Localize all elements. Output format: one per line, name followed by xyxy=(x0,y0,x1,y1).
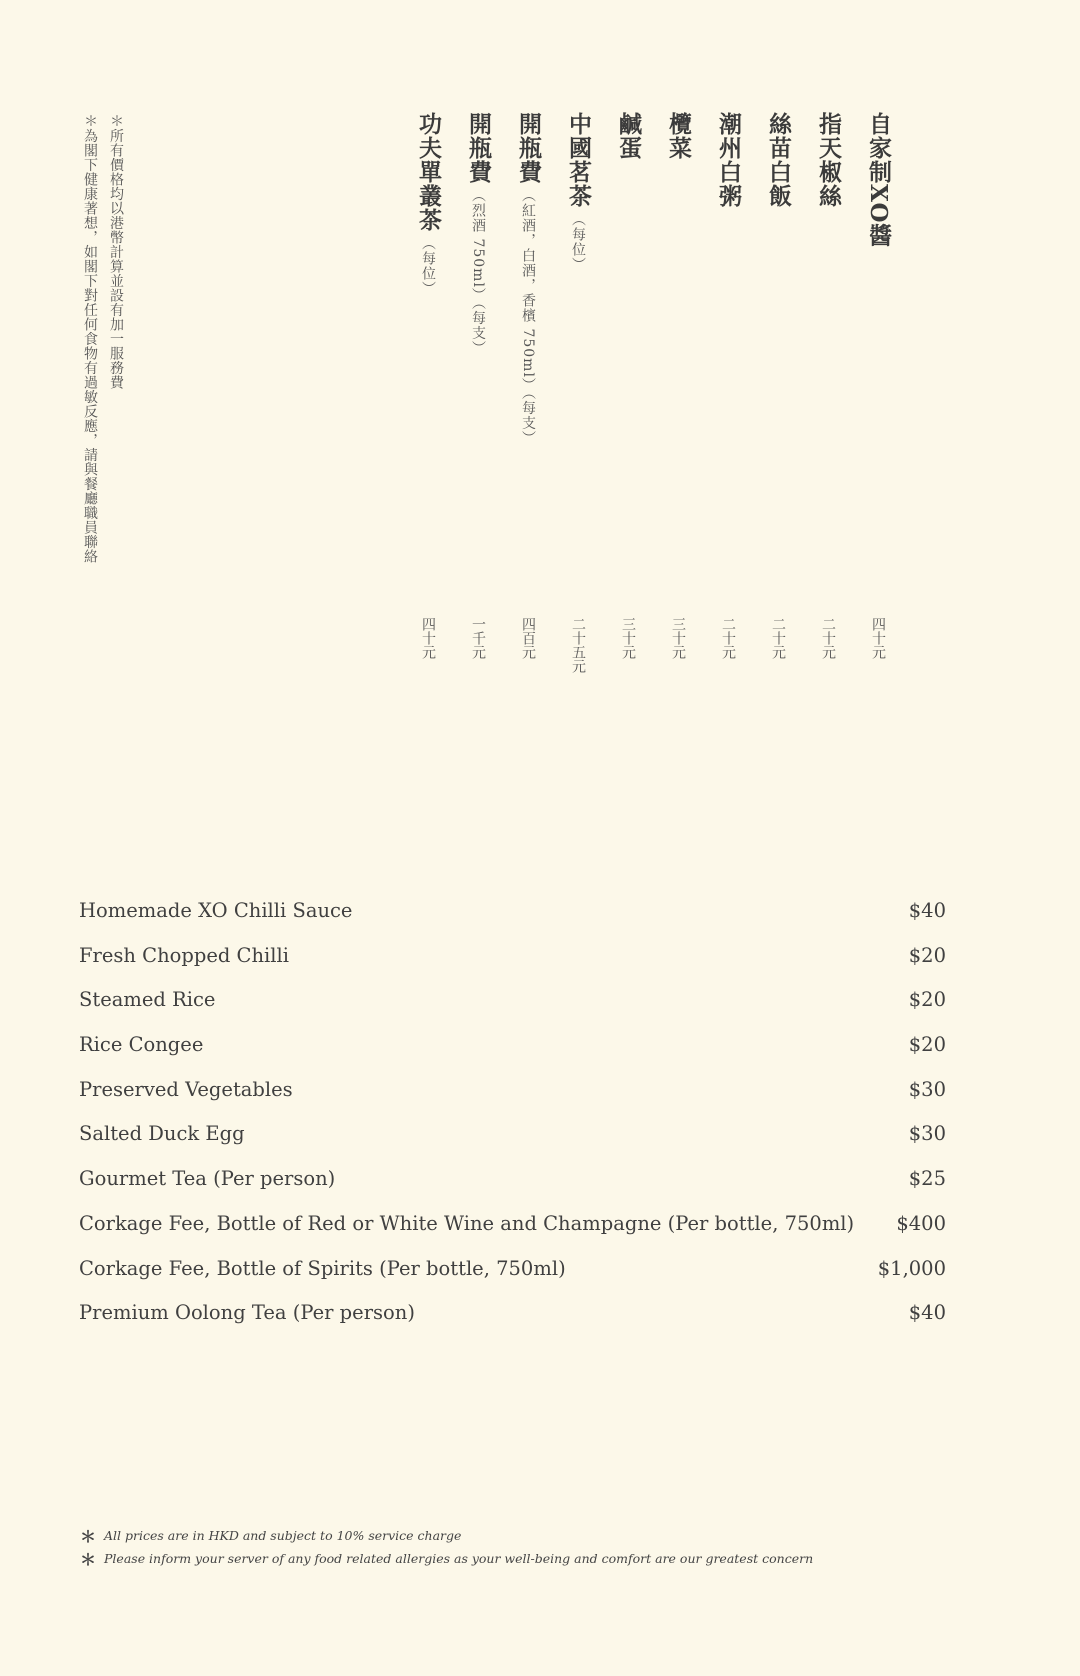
chinese-item-price: 四十元 xyxy=(870,617,886,659)
item-price: $30 xyxy=(908,1077,946,1101)
chinese-item-price: 四十元 xyxy=(420,617,436,659)
item-name: Preserved Vegetables xyxy=(79,1077,293,1101)
item-price: $1,000 xyxy=(877,1256,946,1280)
item-name: Premium Oolong Tea (Per person) xyxy=(79,1301,415,1325)
list-item xyxy=(79,944,946,989)
english-footnotes xyxy=(80,1524,813,1570)
chinese-item-price: 三十元 xyxy=(670,617,686,659)
chinese-item-price: 二十元 xyxy=(720,617,736,659)
item-price: $20 xyxy=(908,1033,946,1057)
chinese-item-name: 開瓶費（紅酒，白酒，香檳 750ml）（每支） xyxy=(515,112,542,446)
chinese-item-price: 二十元 xyxy=(820,617,836,659)
english-footnote xyxy=(80,1547,813,1570)
chinese-menu-item xyxy=(760,112,796,702)
chinese-item-name: 功夫單叢茶（每位） xyxy=(415,112,442,296)
chinese-footnote: ＊所有價格均以港幣計算並設有加一服務費 xyxy=(108,114,124,390)
item-price: $20 xyxy=(908,943,946,967)
chinese-item-name: 絲苗白飯 xyxy=(765,112,792,208)
chinese-menu-item xyxy=(610,112,646,702)
item-name: Gourmet Tea (Per person) xyxy=(79,1167,336,1191)
chinese-menu-items xyxy=(410,112,896,702)
item-price: $25 xyxy=(908,1167,946,1191)
chinese-item-price: 三十元 xyxy=(620,617,636,659)
english-footnote xyxy=(80,1524,813,1547)
chinese-menu-item xyxy=(710,112,746,702)
chinese-item-name: 鹹蛋 xyxy=(615,112,642,160)
chinese-item-price: 二十元 xyxy=(770,617,786,659)
item-name: Rice Congee xyxy=(79,1033,204,1057)
item-price: $400 xyxy=(896,1211,946,1235)
list-item xyxy=(79,899,946,944)
item-name: Homemade XO Chilli Sauce xyxy=(79,899,353,922)
footnote-text: All prices are in HKD and subject to 10% service charge xyxy=(104,1528,462,1543)
english-menu-list xyxy=(79,899,946,1346)
chinese-item-name: 中國茗茶（每位） xyxy=(565,112,592,272)
chinese-menu-item xyxy=(660,112,696,702)
chinese-menu-item xyxy=(860,112,896,702)
chinese-menu-item xyxy=(560,112,596,702)
chinese-item-name: 欖菜 xyxy=(665,112,692,160)
item-name: Corkage Fee, Bottle of Spirits (Per bottle, 750ml) xyxy=(79,1256,566,1280)
chinese-footnotes xyxy=(78,114,128,564)
chinese-menu-item xyxy=(460,112,496,702)
list-item xyxy=(79,1257,946,1302)
asterisk-icon: ＊ xyxy=(80,1527,97,1546)
chinese-item-price: 二十五元 xyxy=(570,617,586,673)
list-item xyxy=(79,1122,946,1167)
item-price: $40 xyxy=(908,899,946,922)
item-name: Salted Duck Egg xyxy=(79,1122,245,1146)
chinese-item-name: 指天椒絲 xyxy=(815,112,842,208)
item-price: $20 xyxy=(908,988,946,1012)
chinese-item-price: 四百元 xyxy=(520,617,536,659)
item-price: $40 xyxy=(908,1301,946,1325)
list-item xyxy=(79,1078,946,1123)
chinese-menu-item xyxy=(510,112,546,702)
item-name: Corkage Fee, Bottle of Red or White Wine and Champagne (Per bottle, 750ml) xyxy=(79,1211,855,1235)
list-item xyxy=(79,988,946,1033)
footnote-text: Please inform your server of any food related allergies as your well-being and comfort are our greatest concern xyxy=(104,1551,814,1566)
list-item xyxy=(79,1167,946,1212)
chinese-item-name: 開瓶費（烈酒 750ml）（每支） xyxy=(465,112,492,356)
chinese-item-name: 潮州白粥 xyxy=(715,112,742,208)
chinese-menu-item xyxy=(810,112,846,702)
list-item xyxy=(79,1301,946,1346)
chinese-item-name: 自家制XO醬 xyxy=(865,112,892,248)
item-name: Steamed Rice xyxy=(79,988,216,1012)
chinese-item-price: 一千元 xyxy=(470,617,486,659)
list-item xyxy=(79,1033,946,1078)
chinese-footnote: ＊為閣下健康著想，如閣下對任何食物有過敏反應，請與餐廳職員聯絡 xyxy=(82,114,98,564)
item-price: $30 xyxy=(908,1122,946,1146)
asterisk-icon: ＊ xyxy=(80,1550,97,1569)
list-item xyxy=(79,1212,946,1257)
chinese-menu-item xyxy=(410,112,446,702)
item-name: Fresh Chopped Chilli xyxy=(79,943,289,967)
